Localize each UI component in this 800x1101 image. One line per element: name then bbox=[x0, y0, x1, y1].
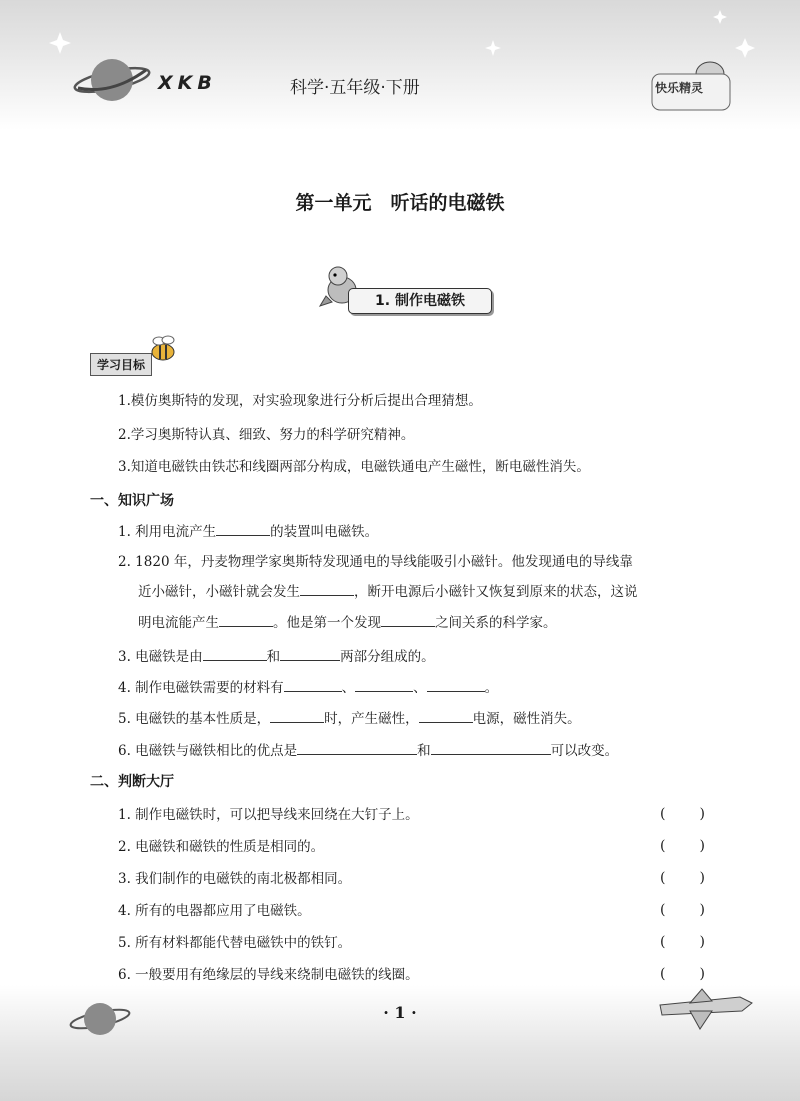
question-text: ，断开电源后小磁针又恢复到原来的状态，这说 bbox=[354, 584, 638, 600]
question-text: 。 bbox=[484, 680, 499, 696]
question-text: 、 bbox=[341, 680, 356, 696]
answer-parentheses[interactable]: ( ) bbox=[660, 806, 707, 822]
question-2-line-3 bbox=[138, 611, 557, 631]
question-text: 、 bbox=[413, 680, 427, 696]
question-text: 5. 电磁铁的基本性质是， bbox=[118, 711, 271, 727]
question-4 bbox=[118, 676, 498, 696]
answer-blank[interactable] bbox=[355, 677, 413, 692]
question-text: 时，产生磁性， bbox=[324, 711, 419, 727]
answer-blank[interactable] bbox=[381, 612, 435, 627]
unit-title: 第一单元 听话的电磁铁 bbox=[295, 192, 505, 214]
question-6 bbox=[118, 739, 618, 759]
lesson-title: 1. 制作电磁铁 bbox=[348, 288, 492, 314]
question-text: 明电流能产生 bbox=[138, 615, 219, 631]
answer-blank[interactable] bbox=[219, 612, 273, 627]
question-text: 之间关系的科学家。 bbox=[435, 615, 557, 631]
answer-blank[interactable] bbox=[203, 646, 267, 661]
question-text: 4. 制作电磁铁需要的材料有 bbox=[118, 680, 284, 696]
question-2-line-1: 2. 1820 年，丹麦物理学家奥斯特发现通电的导线能吸引小磁针。他发现通电的导线靠 bbox=[118, 554, 633, 570]
star-icon bbox=[49, 10, 755, 58]
answer-parentheses[interactable]: ( ) bbox=[660, 838, 707, 854]
question-text: 和 bbox=[417, 743, 431, 759]
question-text: 可以改变。 bbox=[550, 743, 619, 759]
answer-parentheses[interactable]: ( ) bbox=[660, 902, 707, 918]
answer-blank[interactable] bbox=[419, 708, 473, 723]
answer-blank[interactable] bbox=[284, 677, 342, 692]
saturn-icon bbox=[73, 59, 151, 101]
question-text: 两部分组成的。 bbox=[340, 649, 435, 665]
question-text: 1. 利用电流产生 bbox=[118, 524, 217, 540]
question-2-line-2 bbox=[138, 580, 638, 600]
answer-blank[interactable] bbox=[297, 740, 417, 755]
judgement-item: 6. 一般要用有绝缘层的导线来绕制电磁铁的线圈。 bbox=[118, 967, 419, 983]
page-number: · 1 · bbox=[383, 1003, 417, 1022]
goal-item: 3.知道电磁铁由铁芯和线圈两部分构成，电磁铁通电产生磁性，断电磁性消失。 bbox=[118, 459, 590, 475]
bee-icon bbox=[145, 334, 179, 364]
answer-blank[interactable] bbox=[431, 740, 551, 755]
answer-blank[interactable] bbox=[270, 708, 324, 723]
question-text: 和 bbox=[266, 649, 281, 665]
answer-parentheses[interactable]: ( ) bbox=[660, 966, 707, 982]
question-1 bbox=[118, 520, 378, 540]
judgement-item: 1. 制作电磁铁时，可以把导线来回绕在大钉子上。 bbox=[118, 807, 419, 823]
answer-blank[interactable] bbox=[300, 581, 354, 596]
goals-tag: 学习目标 bbox=[90, 353, 152, 376]
question-text: 6. 电磁铁与磁铁相比的优点是 bbox=[118, 743, 298, 759]
judgement-item: 2. 电磁铁和磁铁的性质是相同的。 bbox=[118, 839, 325, 855]
question-3 bbox=[118, 645, 435, 665]
goal-item: 2.学习奥斯特认真、细致、努力的科学研究精神。 bbox=[118, 427, 415, 443]
question-text: 3. 电磁铁是由 bbox=[118, 649, 203, 665]
question-text: 。他是第一个发现 bbox=[273, 615, 381, 631]
brand-logo-text: XKB bbox=[158, 72, 217, 94]
answer-parentheses[interactable]: ( ) bbox=[660, 870, 707, 886]
logo-caption: 快乐精灵 bbox=[655, 81, 704, 95]
section-title-knowledge: 一、知识广场 bbox=[90, 493, 174, 509]
question-text: 电源，磁性消失。 bbox=[472, 711, 581, 727]
answer-blank[interactable] bbox=[427, 677, 485, 692]
question-text: 的装置叫电磁铁。 bbox=[270, 524, 379, 540]
judgement-item: 5. 所有材料都能代替电磁铁中的铁钉。 bbox=[118, 935, 352, 951]
judgement-item: 4. 所有的电器都应用了电磁铁。 bbox=[118, 903, 311, 919]
answer-blank[interactable] bbox=[280, 646, 340, 661]
question-text: 近小磁针，小磁针就会发生 bbox=[138, 584, 300, 600]
section-title-judgement: 二、判断大厅 bbox=[90, 774, 174, 790]
answer-parentheses[interactable]: ( ) bbox=[660, 934, 707, 950]
question-5 bbox=[118, 707, 581, 727]
judgement-item: 3. 我们制作的电磁铁的南北极都相同。 bbox=[118, 871, 352, 887]
goal-item: 1.模仿奥斯特的发现，对实验现象进行分析后提出合理猜想。 bbox=[118, 393, 482, 409]
book-title: 科学·五年级·下册 bbox=[290, 78, 420, 98]
answer-blank[interactable] bbox=[216, 521, 270, 536]
